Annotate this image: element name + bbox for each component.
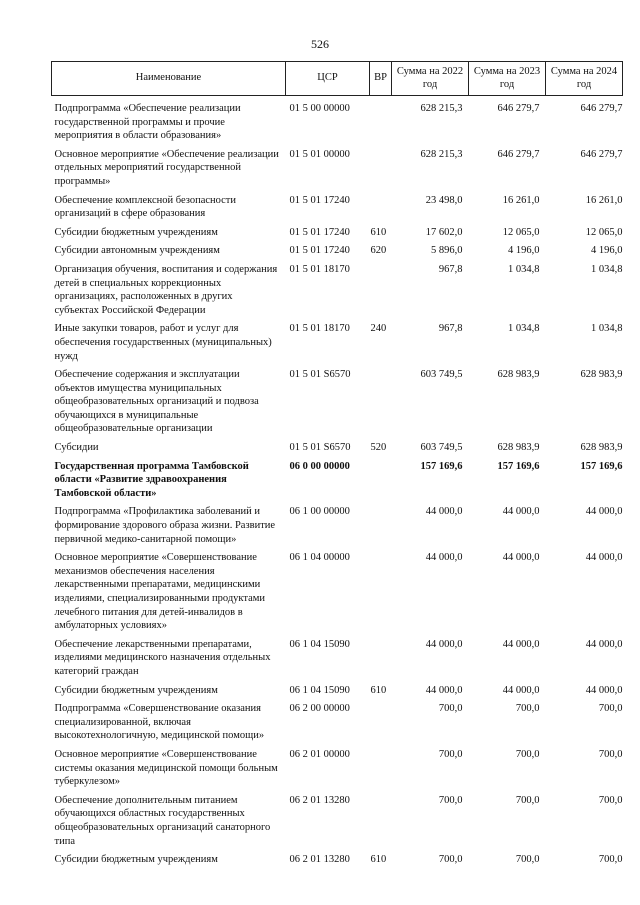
cell-sum-2024: 157 169,6 (580, 460, 623, 472)
table-row (52, 504, 623, 550)
cell-sum-2023: 44 000,0 (502, 506, 540, 518)
cell-vr (370, 459, 392, 505)
cell-sum-2022: 967,8 (438, 263, 463, 275)
cell-sum-2024: 628 983,9 (580, 369, 623, 381)
cell-sum-2024: 700,0 (598, 748, 623, 760)
cell-name: Обеспечение дополнительным питанием обучающихся областных государственных общеобразовательных организаций санаторного типа (54, 794, 271, 847)
cell-vr: 610 (370, 226, 387, 238)
budget-table (51, 61, 623, 871)
cell-vr (370, 701, 392, 747)
cell-vr (370, 504, 392, 550)
cell-sum-2022: 700,0 (438, 703, 463, 715)
table-row (52, 852, 623, 871)
table-row (52, 550, 623, 637)
cell-sum-2024: 646 279,7 (580, 103, 623, 114)
table-row (52, 637, 623, 683)
table-row (52, 147, 623, 193)
table-row (52, 459, 623, 505)
cell-name: Субсидии автономным учреждениям (54, 245, 220, 257)
cell-name: Обеспечение комплексной безопасности организаций в сфере образования (54, 194, 237, 220)
cell-csr: 01 5 01 S6570 (289, 369, 351, 381)
cell-name: Обеспечение содержания и эксплуатации объектов имущества муниципальных общеобразовательных организаций и подвоза обучающихся в муниципальные общеобразовательные организации (54, 369, 259, 435)
cell-name: Субсидии (54, 442, 99, 454)
cell-sum-2023: 700,0 (515, 703, 540, 715)
cell-csr: 06 1 00 00000 (289, 506, 350, 518)
cell-csr: 06 1 04 15090 (289, 684, 350, 696)
table-row (52, 747, 623, 793)
cell-sum-2022: 967,8 (438, 323, 463, 335)
cell-sum-2024: 4 196,0 (591, 245, 623, 257)
cell-vr (370, 550, 392, 637)
cell-name: Основное мероприятие «Совершенствование системы оказания медицинской помощи больным туберкулезом» (54, 748, 278, 788)
header-sum-2022: Сумма на 2022 год (392, 62, 469, 96)
cell-sum-2023: 700,0 (515, 854, 540, 866)
table-row (52, 683, 623, 702)
cell-sum-2022: 44 000,0 (425, 684, 463, 696)
cell-csr: 06 2 01 13280 (289, 854, 350, 866)
cell-csr: 01 5 01 18170 (289, 323, 350, 335)
header-csr: ЦСР (286, 62, 370, 96)
cell-sum-2023: 628 983,9 (497, 369, 540, 381)
cell-name: Организация обучения, воспитания и содержания детей в специальных коррекционных организациях, расположенных в других субъектах Российской Федерации (54, 263, 278, 316)
cell-sum-2024: 700,0 (598, 794, 623, 806)
cell-sum-2024: 700,0 (598, 703, 623, 715)
cell-sum-2023: 44 000,0 (502, 638, 540, 650)
cell-sum-2022: 700,0 (438, 794, 463, 806)
cell-name: Иные закупки товаров, работ и услуг для обеспечения государственных (муниципальных) нужд (54, 323, 272, 362)
cell-sum-2022: 628 215,3 (420, 148, 463, 160)
cell-sum-2024: 1 034,8 (591, 263, 623, 275)
cell-vr (370, 367, 392, 440)
table-row (52, 243, 623, 262)
cell-sum-2023: 44 000,0 (502, 684, 540, 696)
cell-vr (370, 262, 392, 321)
cell-vr (370, 637, 392, 683)
table-row (52, 262, 623, 321)
cell-sum-2023: 12 065,0 (502, 226, 540, 238)
table-header (52, 62, 623, 96)
cell-csr: 01 5 00 00000 (289, 103, 350, 114)
cell-vr (370, 147, 392, 193)
cell-vr: 240 (370, 323, 387, 335)
cell-sum-2024: 700,0 (598, 854, 623, 866)
cell-name: Основное мероприятие «Совершенствование механизмов обеспечения населения лекарственными препаратами, медицинскими изделиями, специализированными продуктами лечебного питания для детей-инвалидов в амбулаторных условиях» (54, 552, 266, 632)
cell-csr: 01 5 01 18170 (289, 263, 350, 275)
cell-vr: 520 (370, 442, 387, 454)
cell-sum-2023: 16 261,0 (502, 194, 540, 206)
cell-sum-2022: 23 498,0 (425, 194, 463, 206)
cell-sum-2022: 603 749,5 (420, 369, 463, 381)
cell-sum-2024: 44 000,0 (585, 638, 623, 650)
cell-sum-2023: 700,0 (515, 748, 540, 760)
cell-sum-2024: 44 000,0 (585, 684, 623, 696)
cell-csr: 01 5 01 00000 (289, 148, 350, 160)
cell-vr: 610 (370, 854, 387, 866)
cell-sum-2023: 628 983,9 (497, 442, 540, 454)
cell-csr: 06 2 00 00000 (289, 703, 350, 715)
cell-sum-2024: 16 261,0 (585, 194, 623, 206)
cell-sum-2022: 700,0 (438, 748, 463, 760)
cell-sum-2022: 5 896,0 (431, 245, 463, 257)
cell-vr (370, 747, 392, 793)
cell-name: Субсидии бюджетным учреждениям (54, 684, 218, 696)
cell-name: Подпрограмма «Совершенствование оказания специализированной, включая высокотехнологичную, медицинской помощи» (54, 703, 265, 742)
table-body (52, 96, 623, 871)
table-row (52, 367, 623, 440)
cell-csr: 01 5 01 17240 (289, 226, 350, 238)
cell-csr: 01 5 01 S6570 (289, 442, 351, 454)
cell-csr: 06 2 01 00000 (289, 748, 350, 760)
cell-sum-2023: 157 169,6 (497, 460, 540, 472)
cell-sum-2023: 44 000,0 (502, 552, 540, 564)
cell-name: Субсидии бюджетным учреждениям (54, 226, 218, 238)
cell-sum-2023: 1 034,8 (508, 263, 540, 275)
cell-sum-2023: 1 034,8 (508, 323, 540, 335)
cell-sum-2023: 646 279,7 (497, 103, 540, 114)
cell-vr (370, 96, 392, 147)
table-row (52, 701, 623, 747)
cell-sum-2023: 4 196,0 (508, 245, 540, 257)
cell-name: Обеспечение лекарственными препаратами, изделиями медицинского назначения отдельных категорий граждан (54, 638, 271, 677)
table-row (52, 225, 623, 244)
cell-vr: 610 (370, 684, 387, 696)
cell-sum-2024: 44 000,0 (585, 506, 623, 518)
table-row (52, 321, 623, 367)
header-sum-2023: Сумма на 2023 год (469, 62, 546, 96)
table-row (52, 96, 623, 147)
cell-name: Государственная программа Тамбовской области «Развитие здравоохранения Тамбовской области» (54, 460, 249, 499)
cell-sum-2024: 646 279,7 (580, 148, 623, 160)
cell-sum-2023: 700,0 (515, 794, 540, 806)
cell-name: Основное мероприятие «Обеспечение реализации отдельных мероприятий государственной программы» (54, 148, 279, 187)
table-row (52, 793, 623, 852)
cell-sum-2024: 12 065,0 (585, 226, 623, 238)
table-row (52, 440, 623, 459)
table-row (52, 193, 623, 225)
cell-sum-2022: 17 602,0 (425, 226, 463, 238)
cell-sum-2024: 1 034,8 (591, 323, 623, 335)
cell-csr: 01 5 01 17240 (289, 194, 350, 206)
cell-sum-2022: 44 000,0 (425, 552, 463, 564)
cell-csr: 06 0 00 00000 (289, 460, 350, 472)
cell-csr: 01 5 01 17240 (289, 245, 350, 257)
cell-sum-2023: 646 279,7 (497, 148, 540, 160)
cell-csr: 06 1 04 00000 (289, 552, 350, 564)
cell-name: Подпрограмма «Профилактика заболеваний и формирование здорового образа жизни. Развитие первичной медико-санитарной помощи» (54, 506, 276, 545)
cell-sum-2022: 603 749,5 (420, 442, 463, 454)
header-name: Наименование (52, 62, 286, 96)
cell-sum-2022: 44 000,0 (425, 506, 463, 518)
cell-sum-2024: 628 983,9 (580, 442, 623, 454)
cell-sum-2022: 157 169,6 (420, 460, 463, 472)
cell-csr: 06 2 01 13280 (289, 794, 350, 806)
page-number: 526 (311, 37, 329, 51)
cell-csr: 06 1 04 15090 (289, 638, 350, 650)
cell-name: Субсидии бюджетным учреждениям (54, 854, 218, 866)
cell-sum-2024: 44 000,0 (585, 552, 623, 564)
cell-sum-2022: 700,0 (438, 854, 463, 866)
header-sum-2024: Сумма на 2024 год (546, 62, 623, 96)
cell-vr: 620 (370, 245, 387, 257)
cell-name: Подпрограмма «Обеспечение реализации государственной программы и прочие мероприятия в области образования» (54, 103, 241, 142)
cell-vr (370, 193, 392, 225)
header-vr: ВР (370, 62, 392, 96)
cell-sum-2022: 628 215,3 (420, 103, 463, 114)
cell-sum-2022: 44 000,0 (425, 638, 463, 650)
cell-vr (370, 793, 392, 852)
